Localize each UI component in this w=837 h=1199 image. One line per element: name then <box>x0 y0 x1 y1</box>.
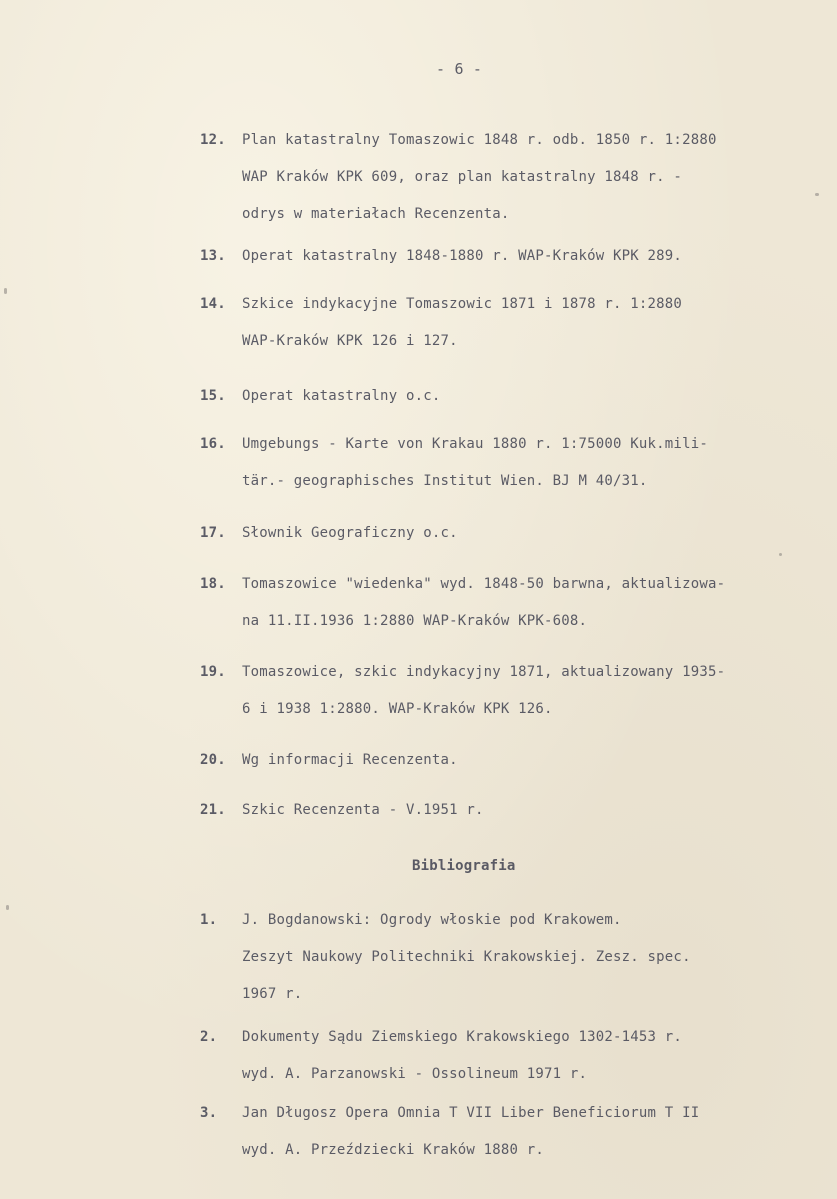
reference-line: Szkice indykacyjne Tomaszowic 1871 i 1878 r. 1:2880 <box>242 296 683 312</box>
reference-line: Szkic Recenzenta - V.1951 r. <box>242 802 484 818</box>
reference-number: 13. <box>200 248 226 264</box>
bibliography-line: Zeszyt Naukowy Politechniki Krakowskiej. Zesz. spec. <box>242 949 691 965</box>
bibliography-entry-3 <box>200 1095 699 1169</box>
bibliography-heading: Bibliografia <box>412 858 516 874</box>
paper-mark <box>779 553 782 556</box>
reference-entry-19 <box>200 654 725 728</box>
reference-line: tär.- geographisches Institut Wien. BJ M 40/31. <box>242 473 648 489</box>
bibliography-line: J. Bogdanowski: Ogrody włoskie pod Krakowem. <box>242 912 622 928</box>
bibliography-number: 2. <box>200 1029 218 1045</box>
paper-mark <box>4 288 7 294</box>
reference-line: Tomaszowice "wiedenka" wyd. 1848-50 barwna, aktualizowa- <box>242 576 726 592</box>
reference-line: Umgebungs - Karte von Krakau 1880 r. 1:75000 Kuk.mili- <box>242 436 708 452</box>
reference-line: na 11.II.1936 1:2880 WAP-Kraków KPK-608. <box>242 613 588 629</box>
reference-entry-13 <box>200 238 682 275</box>
paper-mark <box>6 905 9 910</box>
bibliography-number: 3. <box>200 1105 218 1121</box>
reference-number: 20. <box>200 752 226 768</box>
bibliography-line: Jan Długosz Opera Omnia T VII Liber Beneficiorum T II <box>242 1105 700 1121</box>
reference-number: 18. <box>200 576 226 592</box>
reference-number: 16. <box>200 436 226 452</box>
reference-line: Operat katastralny o.c. <box>242 388 441 404</box>
reference-line: WAP Kraków KPK 609, oraz plan katastralny 1848 r. - <box>242 169 683 185</box>
reference-line: Słownik Geograficzny o.c. <box>242 525 458 541</box>
paper-mark <box>815 193 819 196</box>
bibliography-line: wyd. A. Parzanowski - Ossolineum 1971 r. <box>242 1066 588 1082</box>
reference-number: 17. <box>200 525 226 541</box>
reference-entry-18 <box>200 566 725 640</box>
bibliography-entry-2 <box>200 1019 682 1093</box>
bibliography-entry-1 <box>200 902 691 1013</box>
bibliography-line: 1967 r. <box>242 986 303 1002</box>
reference-line: 6 i 1938 1:2880. WAP-Kraków KPK 126. <box>242 701 553 717</box>
bibliography-line: wyd. A. Przeździecki Kraków 1880 r. <box>242 1142 545 1158</box>
reference-number: 15. <box>200 388 226 404</box>
reference-entry-17 <box>200 515 458 552</box>
reference-number: 21. <box>200 802 226 818</box>
reference-entry-16 <box>200 426 708 500</box>
reference-line: odrys w materiałach Recenzenta. <box>242 206 510 222</box>
reference-entry-21 <box>200 792 484 829</box>
reference-entry-15 <box>200 378 440 415</box>
reference-number: 19. <box>200 664 226 680</box>
reference-number: 14. <box>200 296 226 312</box>
reference-entry-14 <box>200 286 682 360</box>
reference-line: Tomaszowice, szkic indykacyjny 1871, aktualizowany 1935- <box>242 664 726 680</box>
bibliography-line: Dokumenty Sądu Ziemskiego Krakowskiego 1302-1453 r. <box>242 1029 683 1045</box>
reference-number: 12. <box>200 132 226 148</box>
bibliography-number: 1. <box>200 912 218 928</box>
reference-line: WAP-Kraków KPK 126 i 127. <box>242 333 458 349</box>
reference-line: Operat katastralny 1848-1880 r. WAP-Kraków KPK 289. <box>242 248 683 264</box>
reference-line: Plan katastralny Tomaszowic 1848 r. odb. 1850 r. 1:2880 <box>242 132 717 148</box>
reference-line: Wg informacji Recenzenta. <box>242 752 458 768</box>
page-number: - 6 - <box>436 60 483 78</box>
reference-entry-20 <box>200 742 458 779</box>
reference-entry-12 <box>200 122 717 233</box>
